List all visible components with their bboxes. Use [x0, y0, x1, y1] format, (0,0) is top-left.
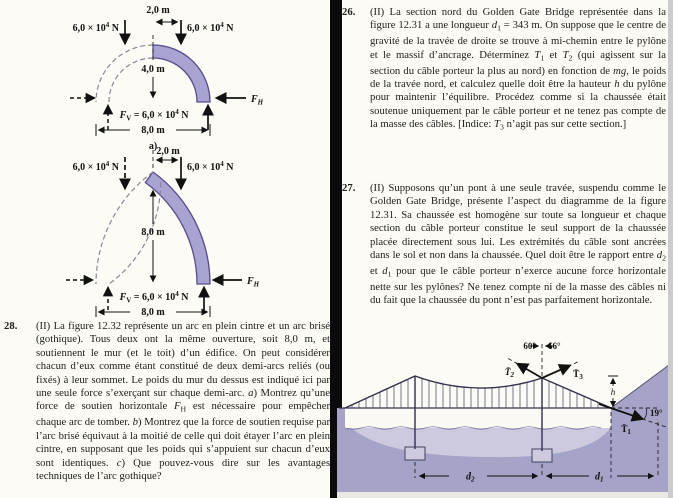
caption-a: a)	[148, 141, 158, 152]
problem-27	[342, 182, 666, 308]
fh-label: $F_H$	[247, 276, 260, 289]
d1-label: $d_1$	[595, 471, 604, 484]
problem-28	[4, 320, 330, 483]
figure-12-31-bridge	[337, 336, 673, 498]
fv-label: $F_V = 6,0 \times 10^4$ N	[119, 290, 189, 305]
problem-number: 26.	[342, 6, 356, 18]
scan-edge-strip	[668, 0, 673, 498]
load-label-right: $6,0 \times 10^4$ N	[187, 160, 234, 173]
problem-number: 28.	[4, 320, 18, 332]
t3-label: $T̄_3$	[573, 370, 583, 381]
fh-label: $F_H$	[251, 94, 264, 107]
problem-text: (II) La section nord du Golden Gate Bridge représentée dans la figure 12.31 a une longueur $d_1 = 343$ m. On suppose que le centre de gravité de la travée de droite se trouve à mi-chemin entre le pylône et le massif d’ancrage. Déterminez $T_1$ et $T_2$ (qui agissent sur la section du câble porteur la plus au nord) en fonction de mg, le poids de la travée nord, et calculez quelle doit être la hauteur h du pylône pour maintenir l’équilibre. Procédez comme si la chaussée était soutenue uniquement par le câble porteur et ne tenez pas compte de la masse des câbles. [Indice: $T_3$ n’agit pas sur cette section.]	[370, 6, 666, 132]
margin-strip-bottom	[337, 492, 673, 498]
under-deck-air	[345, 409, 611, 429]
problem-number: 27.	[342, 182, 356, 194]
span-label: 8,0 m	[141, 307, 165, 318]
load-label-left: $6,0 \times 10^4$ N	[72, 21, 119, 34]
angle-66-label: 66°	[548, 341, 561, 351]
problem-text: (II) La figure 12.32 représente un arc en plein cintre et un arc brisé (gothique). Tous deux ont la même ouverture, soit 8,0 m, et soutiennent le mur (et le toit) d’un édifice. On peut considérer chacun d’eux comme étant constitué de deux demi-arcs reliés (ou fixés) à leur sommet. Le poids du mur du dessus est indiqué ici par une seule force s’exerçant sur chaque demi-arc. a) Montrez qu’une force de soutien horizontale $F_H$ est nécessaire pour empêcher chaque arc de tomber. b) Montrez que la force de soutien requise par l’arc brisé équivaut à la moitié de celle qui doit étayer l’arc en plein cintre, en supposant que les poids qui s’appuient sur chacun d’eux sont identiques. c) Que pouvez-vous dire sur les avantages techniques de l’arc gothique?	[36, 320, 330, 482]
t2-label: $T̄_2$	[504, 368, 514, 379]
t2-vector-arrow	[518, 364, 542, 378]
t1-label: $T̄_1$	[621, 425, 631, 436]
dim-height-label: 8,0 m	[141, 227, 165, 238]
dim-top-label: 2,0 m	[156, 146, 180, 157]
figure-12-32a	[8, 2, 328, 152]
problem-26	[342, 6, 666, 134]
suspender-cables	[352, 378, 605, 408]
dim-top-label: 2,0 m	[146, 5, 170, 16]
d2-label: $d_2$	[466, 471, 475, 484]
load-label-left: $6,0 \times 10^4$ N	[72, 160, 119, 173]
angle-19-label: 19°	[650, 408, 663, 418]
h-label: h	[610, 387, 616, 397]
problem-text: (II) Supposons qu’un pont à une seule travée, suspendu comme le Golden Gate Bridge, présente l’aspect du diagramme de la figure 12.31. Sa chaussée est homogène sur toute sa longueur et chaque section du câble porteur constitue le seul support de la chaussée placée directement sous lui. Les extrémités du câble sont ancrées dans le sol et non dans la chaussée. Quel doit être le rapport entre $d_2$ et $d_1$ pour que le câble porteur n’exerce aucune force horizontale nette sur les pylônes? Ne tenez compte ni de la masse des câbles ni du fait que la chaussée du pont n’est pas parfaitement horizontale.	[370, 182, 666, 307]
angle-60-label: 60°	[523, 341, 536, 351]
span-label: 8,0 m	[141, 125, 165, 136]
figure-12-32b	[8, 146, 328, 318]
t3-vector-arrow	[542, 366, 569, 378]
fv-label: $F_V = 6,0 \times 10^4$ N	[119, 108, 189, 123]
load-label-right: $6,0 \times 10^4$ N	[187, 21, 234, 34]
dim-radius-label: 4,0 m	[141, 64, 165, 75]
